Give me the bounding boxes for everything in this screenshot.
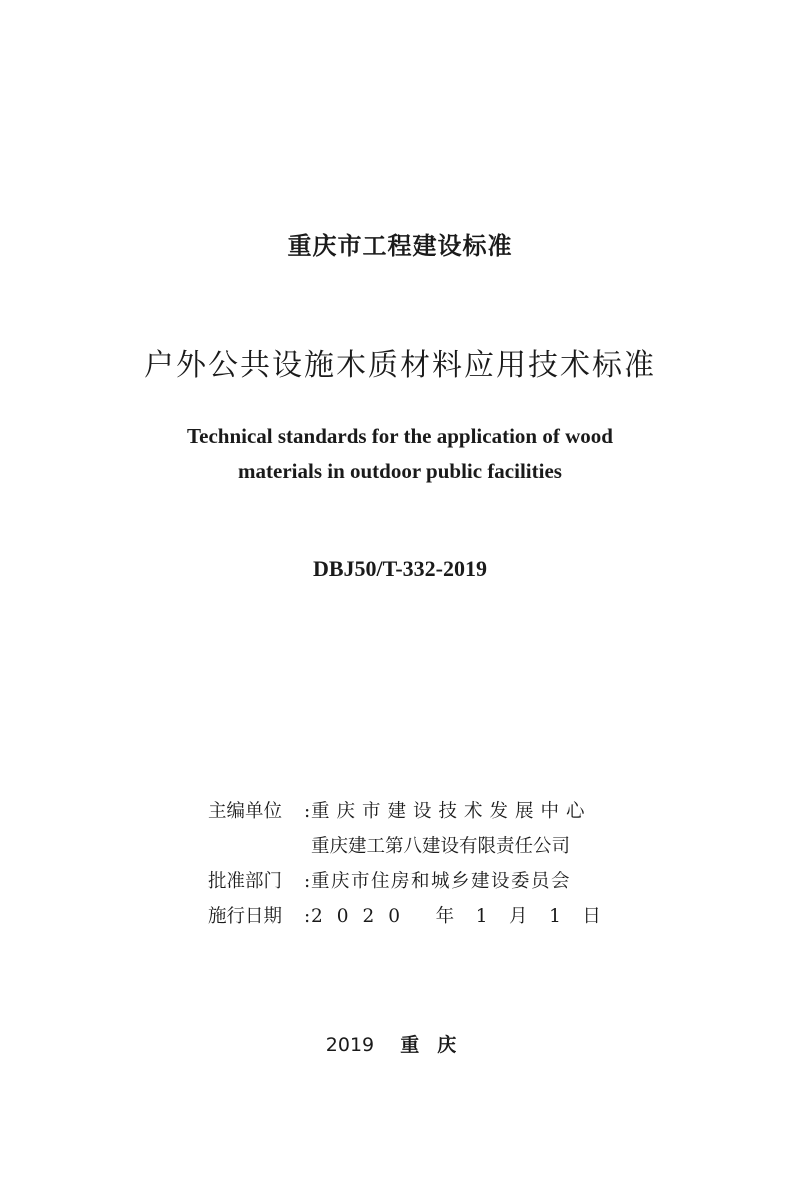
effective-date-row: [208, 899, 628, 934]
title-english-line-1: Technical standards for the application of wood: [187, 424, 613, 448]
effective-year: 2020: [311, 906, 415, 927]
effective-date-label: 施行日期: [208, 906, 283, 927]
title-english-line-2: materials in outdoor public facilities: [238, 459, 562, 483]
colon: :: [304, 801, 311, 822]
standard-series: 重庆市工程建设标准: [287, 232, 513, 260]
publication-year: 2019: [325, 1034, 375, 1056]
effective-date-value: [311, 899, 601, 934]
title-english: [0, 419, 800, 489]
effective-day: 1: [549, 906, 561, 927]
chief-editor-row-2: [208, 829, 628, 864]
effective-day-unit: 日: [582, 906, 601, 927]
chief-editor-row: [208, 794, 628, 829]
publication-info: [208, 794, 628, 934]
title-chinese: 户外公共设施木质材料应用技术标准: [144, 348, 656, 383]
chief-editor-label: 主编单位: [208, 801, 283, 822]
chief-editor-2: 重庆建工第八建设有限责任公司: [311, 836, 571, 857]
publication-city: 重庆: [400, 1034, 475, 1056]
effective-year-unit: 年: [435, 906, 455, 927]
effective-month: 1: [475, 906, 488, 927]
chief-editor-1: 重庆市建设技术发展中心: [311, 801, 592, 822]
approval-value: 重庆市住房和城乡建设委员会: [311, 871, 572, 892]
approval-row: [208, 864, 628, 899]
effective-month-unit: 月: [509, 906, 528, 927]
approval-label: 批准部门: [208, 871, 283, 892]
colon: :: [304, 906, 311, 927]
colon: :: [304, 871, 311, 892]
publication-footer: [0, 1030, 800, 1057]
standard-code: DBJ50/T-332-2019: [313, 556, 487, 581]
